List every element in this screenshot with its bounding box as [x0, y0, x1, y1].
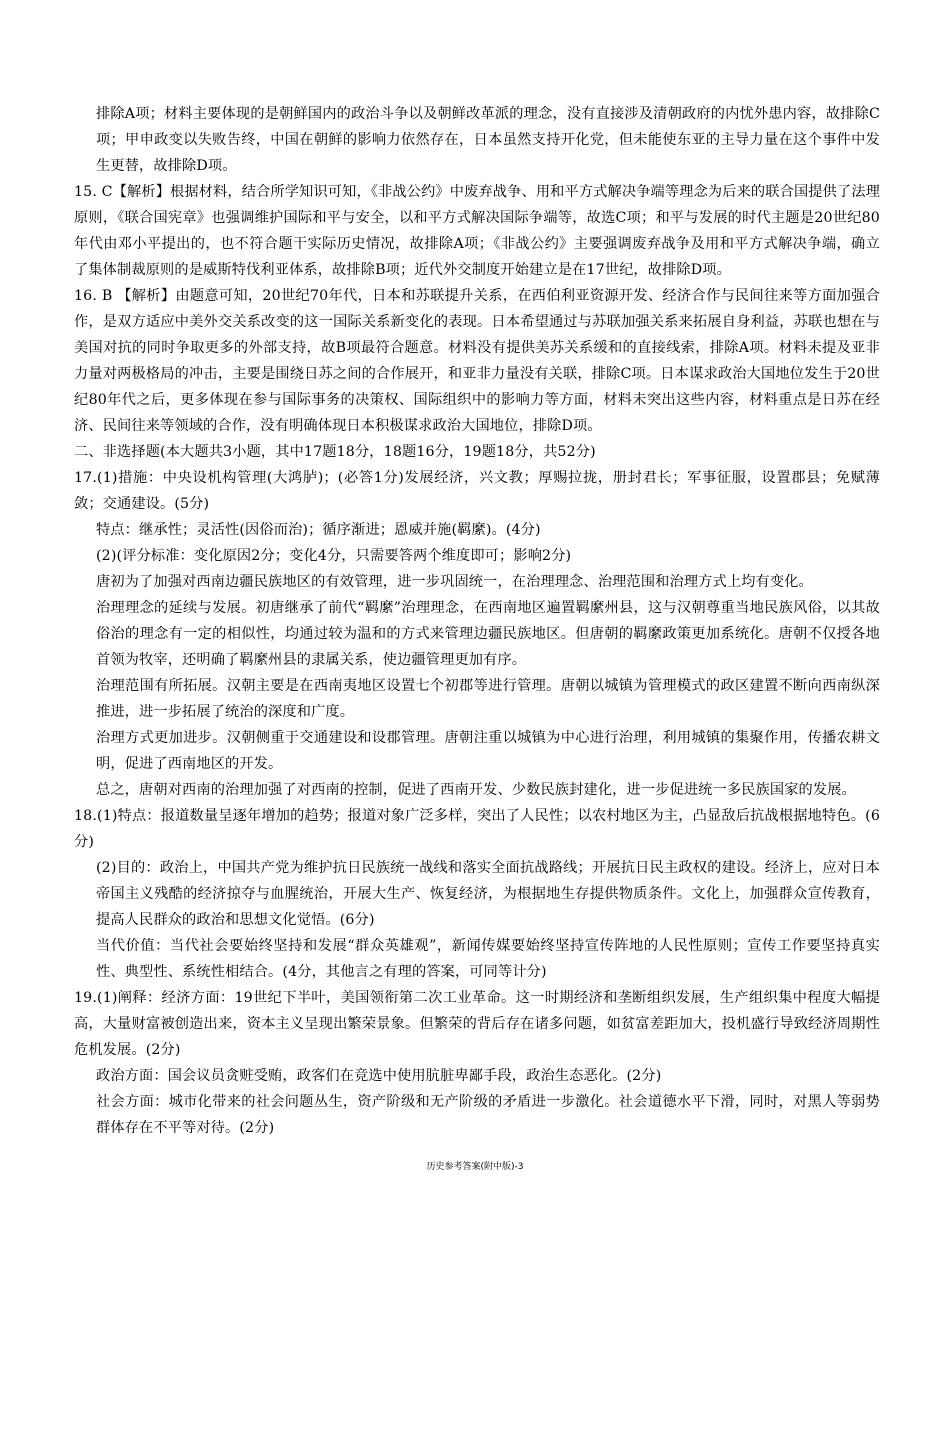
paragraph-q17-features: 特点：继承性；灵活性(因俗而治)；循序渐进；恩威并施(羁縻)。(4分) [96, 522, 541, 538]
paragraph-q18-1: 18.(1)特点：报道数量呈逐年增加的趋势；报道对象广泛多样，突出了人民性；以农村地区为主，凸显敌后抗战根据地特色。(6分) [74, 808, 880, 850]
section-heading-non-choice: 二、非选择题(本大题共3小题，其中17题18分，18题16分，19题18分，共52分) [74, 444, 596, 460]
paragraph-q16: 16. B 【解析】由题意可知，20世纪70年代，日本和苏联提升关系，在西伯利亚资源开发、经济合作与民间往来等方面加强合作，是双方适应中美外交关系改变的这一国际关系新变化的表现。日本希望通过与苏联加强关系来拓展自身利益，苏联也想在与美国对抗的同时争取更多的外部支持，故B项最符合题意。材料没有提供美苏关系缓和的直接线索，排除A项。材料未提及亚非力量对两极格局的冲击，主要是围绕日苏之间的合作展开，和亚非力量没有关联，排除C项。日本谋求政治大国地位发生于20世纪80年代之后，更多体现在参与国际事务的决策权、国际组织中的影响力等方面，材料未突出这些内容，材料重点是日苏在经济、民间往来等领域的合作，没有明确体现日本积极谋求政治大国地位，排除D项。 [74, 288, 880, 434]
paragraph-q19-1-economy: 19.(1)阐释：经济方面：19世纪下半叶，美国领衔第二次工业革命。这一时期经济和垄断组织发展，生产组织集中程度大幅提高，大量财富被创造出来，资本主义呈现出繁荣景象。但繁荣的背后存在诸多问题，如贫富差距加大，投机盛行导致经济周期性危机发展。(2分) [74, 990, 880, 1058]
paragraph-q14-continuation: 排除A项；材料主要体现的是朝鲜国内的政治斗争以及朝鲜改革派的理念，没有直接涉及清朝政府的内忧外患内容，故排除C项；甲申政变以失败告终，中国在朝鲜的影响力依然存在，日本虽然支持开化党，但未能使东亚的主导力量在这个事件中发生更替，故排除D项。 [96, 106, 880, 174]
paragraph-q18-value: 当代价值：当代社会要始终坚持和发展“群众英雄观”，新闻传媒要始终坚持宣传阵地的人民性原则；宣传工作要坚持真实性、典型性、系统性相结合。(4分，其他言之有理的答案，可同等计分) [96, 938, 880, 980]
paragraph-q17-2-concept: 治理理念的延续与发展。初唐继承了前代“羁縻”治理理念，在西南地区遍置羁縻州县，这与汉朝尊重当地民族风俗，以其故俗治的理念有一定的相似性，均通过较为温和的方式来管理边疆民族地区。但唐朝的羁縻政策更加系统化。唐朝不仅授各地首领为牧宰，还明确了羁縻州县的隶属关系，使边疆管理更加有序。 [96, 600, 880, 668]
paragraph-q19-1-society: 社会方面：城市化带来的社会问题丛生，资产阶级和无产阶级的矛盾进一步激化。社会道德水平下滑，同时，对黑人等弱势群体存在不平等对待。(2分) [96, 1094, 880, 1136]
paragraph-q17-2-criteria: (2)(评分标准：变化原因2分；变化4分，只需要答两个维度即可；影响2分) [96, 548, 572, 564]
paragraph-q17-2-scope: 治理范围有所拓展。汉朝主要是在西南夷地区设置七个初郡等进行管理。唐朝以城镇为管理模式的政区建置不断向西南纵深推进，进一步拓展了统治的深度和广度。 [96, 678, 880, 720]
paragraph-q18-2: (2)目的：政治上，中国共产党为维护抗日民族统一战线和落实全面抗战路线；开展抗日民主政权的建设。经济上，应对日本帝国主义残酷的经济掠夺与血腥统治，开展大生产、恢复经济，为根据地生存提供物质条件。文化上，加强群众宣传教育，提高人民群众的政治和思想文化觉悟。(6分) [96, 860, 880, 928]
page-footer: 历史参考答案(附中版)-3 [426, 1162, 524, 1172]
paragraph-q15: 15. C【解析】根据材料，结合所学知识可知，《非战公约》中废弃战争、用和平方式解决争端等理念为后来的联合国提供了法理原则，《联合国宪章》也强调维护国际和平与安全，以和平方式解决国际争端等，故选C项；和平与发展的时代主题是20世纪80年代由邓小平提出的，也不符合题干实际历史情况，故排除A项；《非战公约》主要强调废弃战争及用和平方式解决争端，确立了集体制裁原则的是威斯特伐利亚体系，故排除B项；近代外交制度开始建立是在17世纪，故排除D项。 [74, 184, 880, 278]
paragraph-q17-2-summary: 总之，唐朝对西南的治理加强了对西南的控制，促进了西南开发、少数民族封建化，进一步促进统一多民族国家的发展。 [96, 782, 856, 798]
paragraph-q19-1-politics: 政治方面：国会议员贪赃受贿，政客们在竞选中使用肮脏卑鄙手段，政治生态恶化。(2分) [96, 1068, 662, 1084]
answer-content [74, 101, 880, 1141]
paragraph-q17-2-method: 治理方式更加进步。汉朝侧重于交通建设和设郡管理。唐朝注重以城镇为中心进行治理，利用城镇的集聚作用，传播农耕文明，促进了西南地区的开发。 [96, 730, 880, 772]
paragraph-q17-2-intro: 唐初为了加强对西南边疆民族地区的有效管理，进一步巩固统一，在治理理念、治理范围和治理方式上均有变化。 [96, 574, 813, 590]
paragraph-q17-1: 17.(1)措施：中央设机构管理(大鸿胪)；(必答1分)发展经济，兴文教；厚赐拉拢，册封君长；军事征服，设置郡县；免赋薄敛；交通建设。(5分) [74, 470, 880, 512]
